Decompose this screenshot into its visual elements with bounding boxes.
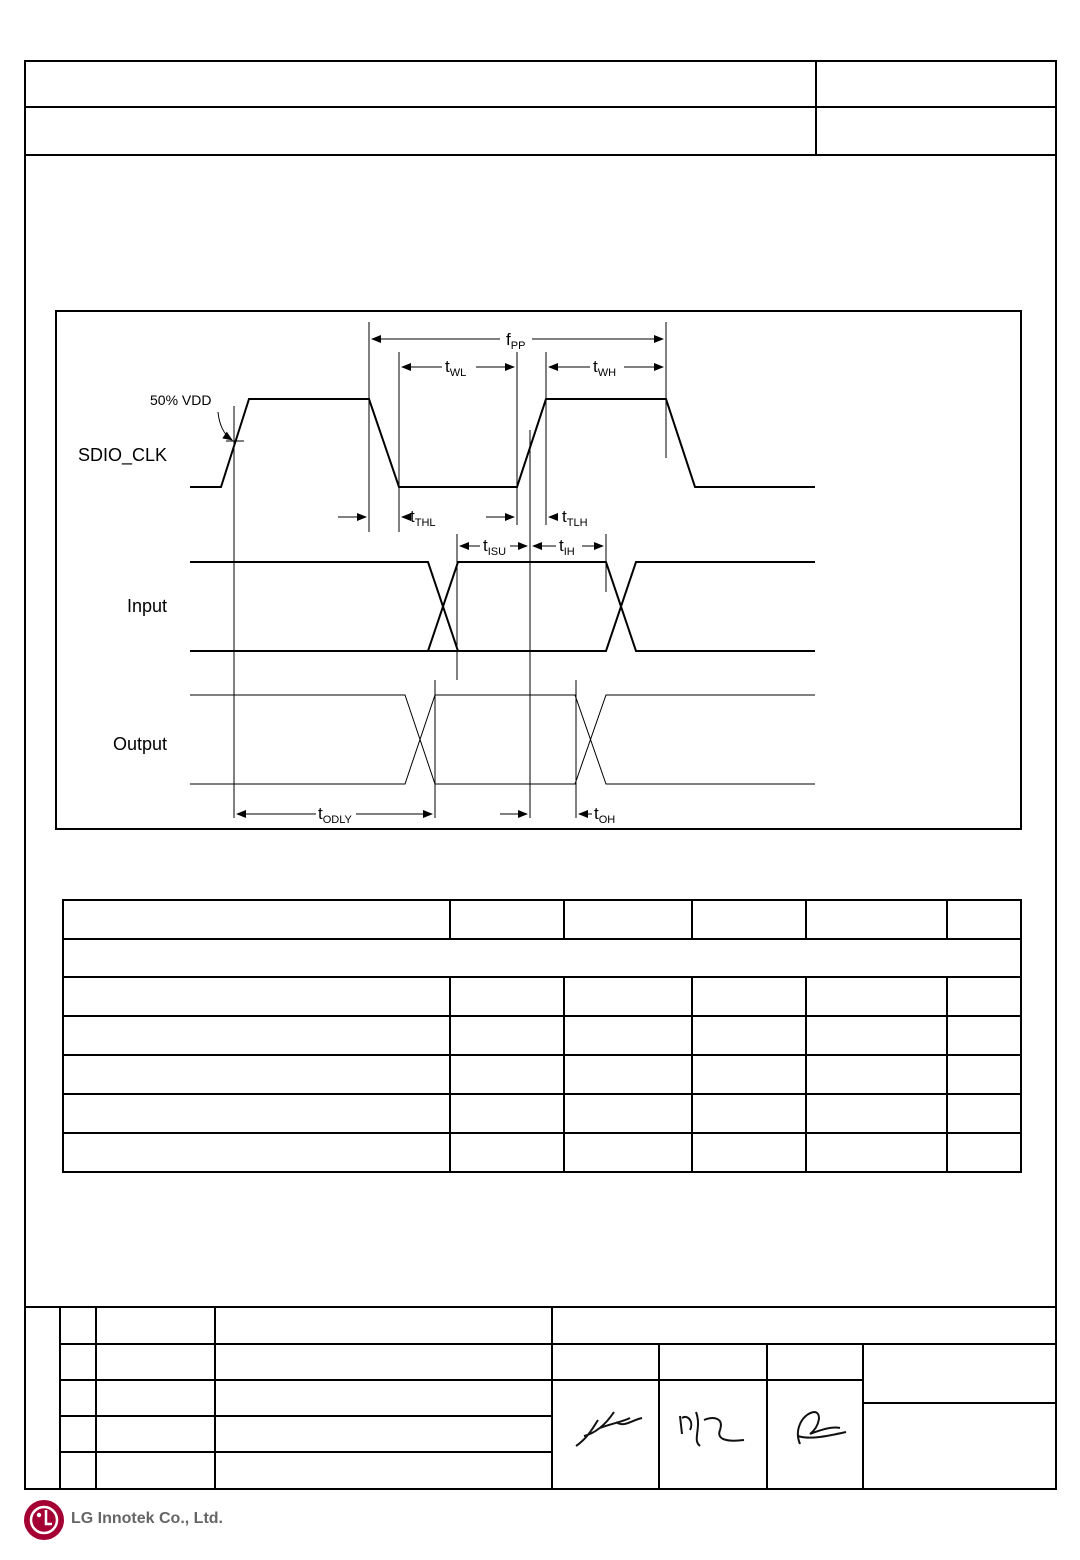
param-label-tthl: $t_{THL}$ [410,507,436,529]
signature-1 [570,1398,650,1458]
param-label-toh: $t_{OH}$ [594,804,616,826]
company-name: LG Innotek Co., Ltd. [71,1510,223,1527]
lg-logo [24,1500,64,1540]
signal-label-input: Input [126,596,167,616]
param-label-ttlh: $t_{TLH}$ [562,507,588,529]
param-label-todly: $t_{ODLY}$ [318,804,352,826]
param-label-twh: $t_{WH}$ [593,357,617,379]
signal-label-clk: SDIO_CLK [77,445,167,465]
param-label-tisu: $t_{ISU}$ [483,536,507,558]
signature-2 [672,1400,752,1460]
param-label-tih: $t_{IH}$ [559,536,575,558]
signal-label-output: Output [112,734,167,754]
lg-face-icon [24,1500,64,1540]
vdd-annotation: 50% VDD [150,392,212,408]
param-label-twl: $t_{WL}$ [445,357,467,379]
signature-3 [780,1400,860,1460]
param-label-fpp: $f_{PP}$ [506,330,526,352]
